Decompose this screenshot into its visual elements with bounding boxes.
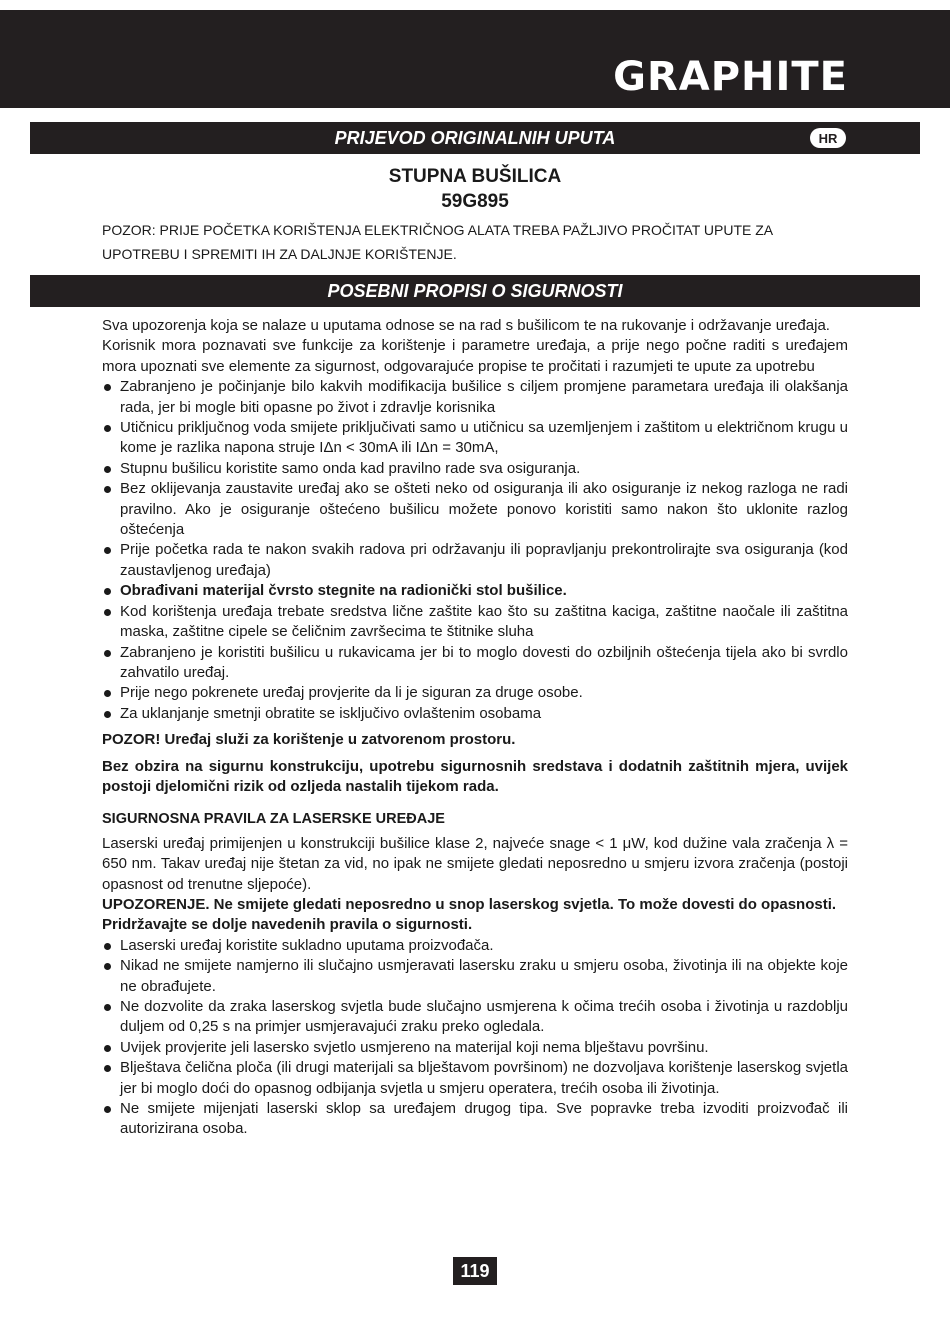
laser-paragraph: Laserski uređaj primijenjen u konstrukciji bušilice klase 2, najveće snage < 1 μW, kod dužine vala zračenja λ = 650 nm. Takav uređaj nije štetan za vid, no ipak ne smijete gledati neposredno u smjeru izvora zračenja (postoji opasnost od trenutne sljepoće).	[102, 834, 848, 893]
laser-rules-intro: Pridržavajte se dolje navedenih pravila o sigurnosti.	[102, 916, 473, 934]
language-badge: HR	[810, 128, 846, 148]
list-item: Kod korištenja uređaja trebate sredstva lične zaštite kao što su zaštitna kaciga, zaštitne naočale ili zaštitna maska, zaštitne cipele se čeličnim završecima te štitnike sluha	[102, 602, 848, 643]
indoor-warning: POZOR! Uređaj služi za korištenje u zatvorenom prostoru.	[102, 731, 516, 749]
page-number: 119	[453, 1257, 497, 1285]
laser-bullet-list	[102, 936, 848, 1140]
brand-logo: GRAPHITE	[613, 54, 848, 100]
list-item: Prije nego pokrenete uređaj provjerite da li je siguran za druge osobe.	[102, 683, 848, 703]
product-name: STUPNA BUŠILICA	[388, 166, 562, 187]
list-item: Zabranjeno je koristiti bušilicu u rukavicama jer bi to moglo dovesti do ozbiljnih oštećenja tijela ako bi svrdlo zahvatilo uređaj.	[102, 643, 848, 684]
list-item: Stupnu bušilicu koristite samo onda kad pravilno rade sva osiguranja.	[102, 459, 848, 479]
list-item: Prije početka rada te nakon svakih radova pri održavanju ili popravljanju prekontrolirajte sva osiguranja (kod zaustavljenog uređaja)	[102, 540, 848, 581]
intro-warning: POZOR: PRIJE POČETKA KORIŠTENJA ELEKTRIČNOG ALATA TREBA PAŽLJIVO PROČITAT UPUTE ZA UPOTREBU I SPREMITI IH ZA DALJNJE KORIŠTENJE.	[102, 222, 773, 262]
list-item: Laserski uređaj koristite sukladno uputama proizvođača.	[102, 936, 848, 956]
safety-paragraph: Sva upozorenja koja se nalaze u uputama odnose se na rad s bušilicom te na rukovanje i održavanje uređaja.	[102, 317, 830, 334]
safety-bullet-list	[102, 377, 848, 724]
list-item: Zabranjeno je počinjanje bilo kakvih modifikacija bušilice s ciljem promjene parametara uređaja ili olakšanja rada, jer bi mogle biti opasne po život i zdravlje korisnika	[102, 377, 848, 418]
section-bar-translation	[30, 122, 920, 154]
list-item: Ne dozvolite da zraka laserskog svjetla bude slučajno usmjerena k očima trećih osoba i životinja u razdoblju duljem od 0,25 s na primjer usmjeravajući zraku preko ogledala.	[102, 997, 848, 1038]
safety-content	[102, 316, 848, 1140]
section-title: POSEBNI PROPISI O SIGURNOSTI	[327, 280, 623, 301]
list-item: Blještava čelična ploča (ili drugi materijali sa blještavom površinom) ne dozvoljava korištenje laserskog svjetla jer bi moglo doći do opasnog odbijanja svjetla u smjeru operatera, trećih osoba ili životinja.	[102, 1058, 848, 1099]
safety-paragraph: Korisnik mora poznavati sve funkcije za korištenje i parametre uređaja, a prije nego počne raditi s uređajem mora upoznati sve elemente za sigurnost, odgovarajuće propise te pročitati i razumjeti te upute za upotrebu	[102, 337, 848, 375]
list-item: Za uklanjanje smetnji obratite se isključivo ovlaštenim osobama	[102, 704, 848, 724]
section-title: PRIJEVOD ORIGINALNIH UPUTA	[334, 127, 616, 148]
list-item: Nikad ne smijete namjerno ili slučajno usmjeravati lasersku zraku u smjeru osoba, životinja ili na objekte koje ne obrađujete.	[102, 956, 848, 997]
list-item: Bez oklijevanja zaustavite uređaj ako se ošteti neko od osiguranja ili ako osiguranje iz nekog razloga ne radi pravilno. Ako je osiguranje oštećeno bušilicu možete ponovo koristiti samo nakon što uklonite razlog oštećenja	[102, 479, 848, 540]
header-band	[0, 10, 950, 108]
product-model: 59G895	[441, 191, 509, 212]
laser-heading: SIGURNOSNA PRAVILA ZA LASERSKE UREĐAJE	[102, 811, 445, 828]
residual-risk-warning: Bez obzira na sigurnu konstrukciju, upotrebu sigurnosnih sredstava i dodatnih zaštitnih mjera, uvijek postoji djelomični rizik od ozljeda nastalih tijekom rada.	[102, 757, 848, 795]
list-item: Ne smijete mijenjati laserski sklop sa uređajem drugog tipa. Sve popravke treba izvoditi proizvođač ili autorizirana osoba.	[102, 1099, 848, 1140]
laser-warning: UPOZORENJE. Ne smijete gledati neposredno u snop laserskog svjetla. To može dovesti do opasnosti.	[102, 895, 837, 913]
list-item: Uvijek provjerite jeli lasersko svjetlo usmjereno na materijal koji nema blještavu površinu.	[102, 1038, 848, 1058]
section-bar-safety	[30, 275, 920, 307]
list-item: Obrađivani materijal čvrsto stegnite na radionički stol bušilice.	[102, 581, 848, 601]
list-item: Utičnicu priključnog voda smijete priključivati samo u utičnicu sa uzemljenjem i zaštitom u električnom krugu u kome je razlika napona struje IΔn < 30mA ili IΔn = 30mA,	[102, 418, 848, 459]
